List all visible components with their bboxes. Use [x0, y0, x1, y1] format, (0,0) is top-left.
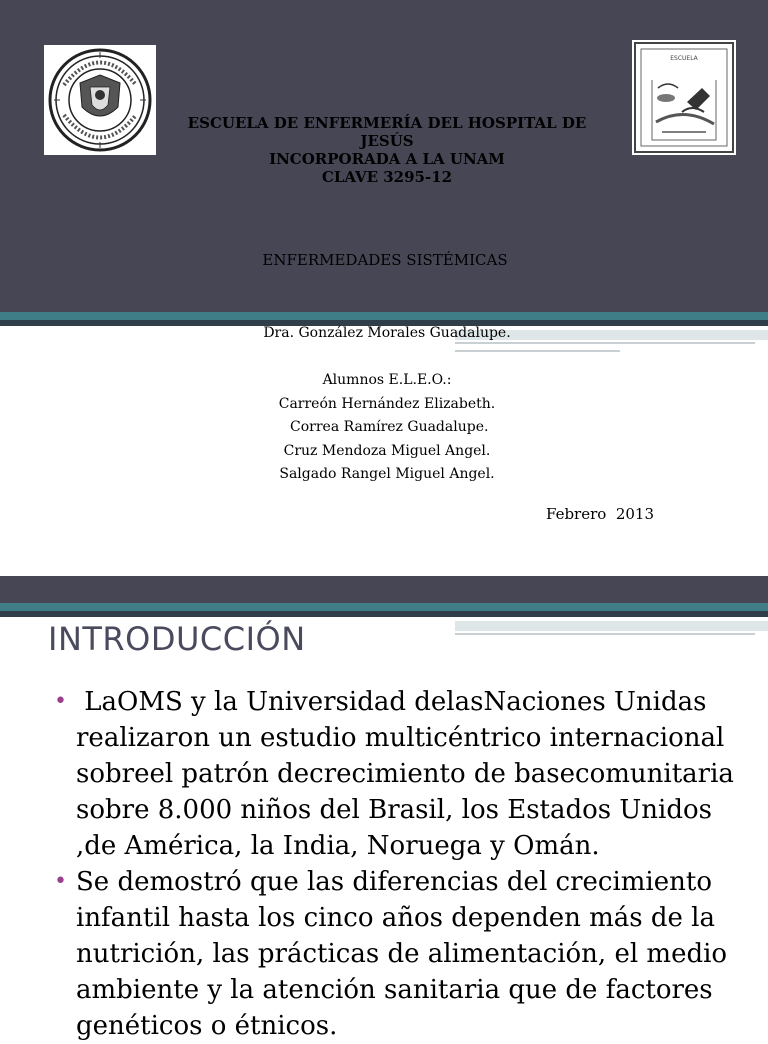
bullet-text: Se demostró que las diferencias del crecimiento infantil hasta los cinco años dependen más de la nutrición, las prácticas de alimentación, el medio ambiente y la atención sanitaria que de factores genéticos o étnicos.	[76, 867, 728, 1041]
slide-title: INTRODUCCIÓN	[48, 620, 306, 658]
professor-name: Dra. González Morales Guadalupe.	[263, 325, 511, 341]
topic-title: ENFERMEDADES SISTÉMICAS	[262, 251, 508, 269]
student-name: Carreón Hernández Elizabeth.	[278, 395, 496, 412]
presentation-date: Febrero 2013	[545, 505, 655, 523]
header-stripe-teal	[0, 603, 768, 611]
school-line: INCORPORADA A LA UNAM	[269, 150, 505, 168]
header-stripe-thin	[455, 633, 755, 635]
school-name-block	[140, 114, 634, 186]
bullet-item	[52, 864, 752, 1044]
nursing-school-icon	[632, 40, 736, 155]
students-heading: Alumnos E.L.E.O.:	[322, 372, 452, 388]
bullet-item	[52, 684, 752, 864]
credits-block	[150, 322, 624, 487]
school-line: JESÚS	[360, 132, 414, 150]
header-stripe-dark	[0, 611, 768, 617]
introduction-slide	[0, 576, 768, 1041]
student-name: Cruz Mendoza Miguel Angel.	[283, 442, 491, 459]
bullet-text: LaOMS y la Universidad delasNaciones Unidas realizaron un estudio multicéntrico internacional sobreel patrón decrecimiento de basecomunitaria sobre 8.000 niños del Brasil, los Estados Unidos ,de América, la India, Noruega y Omán.	[76, 687, 743, 861]
spacer	[150, 346, 624, 370]
school-line: ESCUELA DE ENFERMERÍA DEL HOSPITAL DE	[187, 114, 587, 132]
student-name: Salgado Rangel Miguel Angel.	[279, 466, 495, 482]
bullet-list	[52, 684, 752, 1044]
bullet-dot-icon: •	[54, 869, 67, 894]
svg-text:ESCUELA: ESCUELA	[670, 55, 698, 62]
header-stripe-teal	[0, 312, 768, 320]
student-name: Correa Ramírez Guadalupe.	[285, 419, 489, 435]
header-stripe-light	[455, 621, 768, 631]
bullet-dot-icon: •	[54, 689, 67, 714]
slide-header-band	[0, 576, 768, 603]
nursing-school-logo	[632, 40, 736, 155]
school-line: CLAVE 3295-12	[321, 168, 453, 186]
